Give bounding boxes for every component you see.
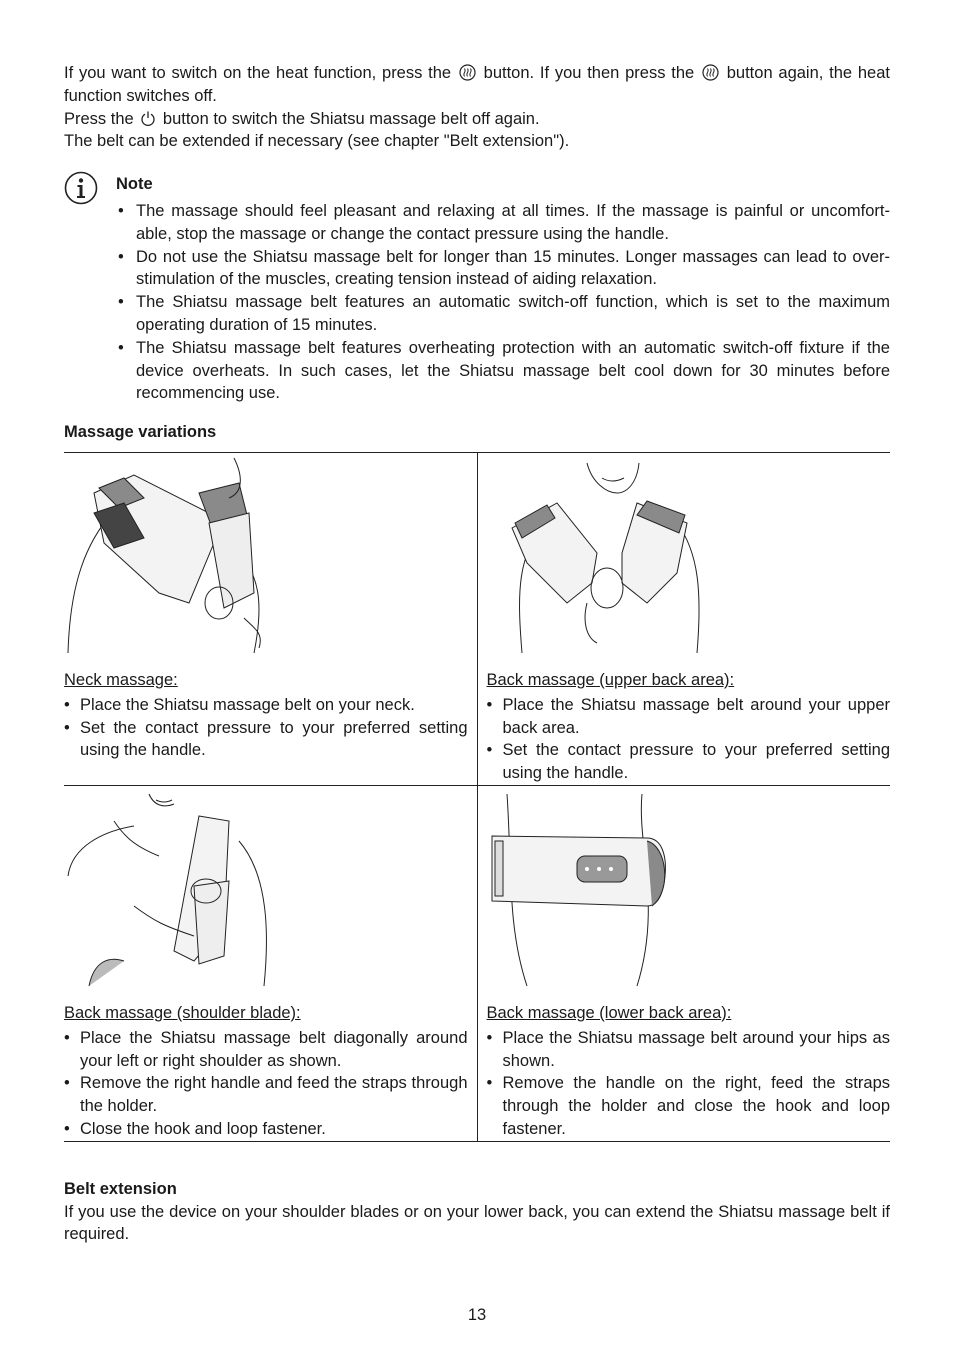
note-item: • The massage should feel pleasant and relaxing at all times. If the massage is painful or uncomfort-able, stop the massage or change the contact pressure using the handle. <box>116 200 890 246</box>
variation-item: • Place the Shiatsu massage belt around your hips as shown. <box>487 1027 891 1073</box>
variation-item: • Set the contact pressure to your preferred setting using the handle. <box>487 739 891 785</box>
intro-text: Press the <box>64 109 134 128</box>
note-list <box>116 200 890 405</box>
note-box <box>64 173 890 405</box>
variation-caption: Neck massage: <box>64 670 178 689</box>
variation-cell-lower-back <box>477 785 890 1141</box>
variation-item: • Close the hook and loop fastener. <box>64 1118 468 1141</box>
variation-item: • Remove the handle on the right, feed the straps through the holder and close the hook and loop fastener. <box>487 1072 891 1140</box>
variation-cell-neck <box>64 452 477 785</box>
lower-back-massage-illustration <box>487 786 891 992</box>
variation-item: • Set the contact pressure to your preferred setting using the handle. <box>64 717 468 763</box>
intro-text: button. If you then press the <box>483 64 695 82</box>
neck-massage-illustration <box>64 453 468 659</box>
variation-item: • Place the Shiatsu massage belt on your neck. <box>64 694 468 717</box>
variation-item: • Place the Shiatsu massage belt diagonally around your left or right shoulder as shown. <box>64 1027 468 1073</box>
variation-caption: Back massage (lower back area): <box>486 1003 732 1022</box>
belt-extension-text: If you use the device on your shoulder blades or on your lower back, you can extend the Shiatsu massage belt if required. <box>64 1202 890 1244</box>
note-item: • The Shiatsu massage belt features an automatic switch-off function, which is set to the maximum operating duration of 15 minutes. <box>116 291 890 337</box>
intro-text: If you want to switch on the heat function, press the <box>64 64 452 82</box>
variation-item: • Remove the right handle and feed the straps through the holder. <box>64 1072 468 1118</box>
page-content <box>64 62 890 1246</box>
heat-button-icon <box>459 64 476 81</box>
variation-list <box>487 694 891 785</box>
variation-list <box>487 1027 891 1141</box>
variation-list <box>64 1027 468 1141</box>
variation-cell-shoulder-blade <box>64 785 477 1141</box>
intro-text: button again, the heat function switches off. <box>64 64 890 105</box>
variation-item: • Place the Shiatsu massage belt around your upper back area. <box>487 694 891 740</box>
belt-extension-section <box>64 1178 890 1246</box>
note-item: • Do not use the Shiatsu massage belt for longer than 15 minutes. Longer massages can lead to over-stimulation of the muscles, creating tension instead of aiding relaxation. <box>116 246 890 292</box>
section-title-massage-variations: Massage variations <box>64 423 217 442</box>
heat-button-icon <box>702 64 719 81</box>
variation-cell-upper-back <box>477 452 890 785</box>
intro-text: The belt can be extended if necessary (see chapter "Belt extension"). <box>64 132 570 151</box>
power-button-icon <box>140 110 156 127</box>
upper-back-massage-illustration <box>487 453 891 659</box>
intro-paragraph <box>64 62 890 153</box>
page-number: 13 <box>467 1306 487 1324</box>
belt-extension-title: Belt extension <box>64 1179 177 1198</box>
massage-variations-table <box>64 452 890 1142</box>
variation-caption: Back massage (upper back area): <box>486 670 735 689</box>
shoulder-blade-massage-illustration <box>64 786 468 992</box>
note-item: • The Shiatsu massage belt features overheating protection with an automatic switch-off fixture if the device overheats. In such cases, let the Shiatsu massage belt cool down for 30 minutes before recommencing use. <box>116 337 890 405</box>
variation-list <box>64 694 468 762</box>
intro-text: button to switch the Shiatsu massage belt off again. <box>162 109 540 128</box>
variation-caption: Back massage (shoulder blade): <box>64 1003 301 1022</box>
info-icon <box>64 171 98 205</box>
note-title: Note <box>116 175 153 194</box>
